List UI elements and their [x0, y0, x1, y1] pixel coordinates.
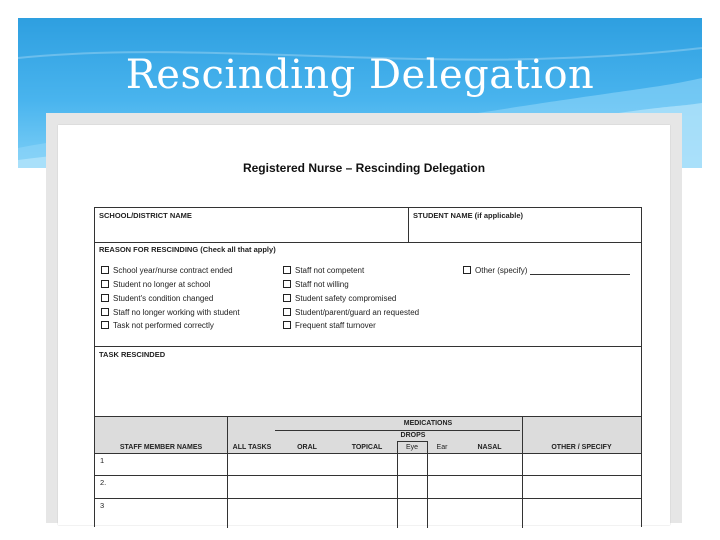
checkbox-icon: [283, 280, 291, 288]
other-specify-line[interactable]: [530, 266, 630, 275]
table-row: 2.: [100, 478, 107, 487]
form-document: [58, 125, 670, 525]
table-row: 3: [100, 501, 105, 510]
checkbox-icon: [101, 294, 109, 302]
reason-checkbox-other[interactable]: Other (specify): [463, 266, 630, 275]
school-district-label: SCHOOL/DISTRICT NAME: [99, 211, 192, 220]
reason-checkbox[interactable]: Staff not willing: [283, 280, 349, 289]
divider: [95, 453, 641, 454]
reason-checkbox[interactable]: Staff no longer working with student: [101, 308, 240, 317]
student-name-label: STUDENT NAME (if applicable): [413, 211, 524, 220]
divider: [427, 441, 428, 528]
checkbox-icon: [101, 321, 109, 329]
col-staff-names: STAFF MEMBER NAMES: [119, 444, 203, 451]
divider: [95, 346, 641, 347]
reason-checkbox[interactable]: Task not performed correctly: [101, 321, 214, 330]
col-oral: ORAL: [297, 444, 317, 451]
reason-checkbox[interactable]: Student no longer at school: [101, 280, 210, 289]
reason-label: REASON FOR RESCINDING (Check all that apply): [99, 245, 276, 254]
slide-title: Rescinding Delegation: [125, 52, 595, 98]
drops-header: DROPS: [400, 432, 426, 439]
checkbox-icon: [101, 308, 109, 316]
task-rescinded-label: TASK RESCINDED: [99, 350, 166, 359]
divider: [397, 441, 398, 528]
col-topical: TOPICAL: [351, 444, 383, 451]
checkbox-icon: [101, 266, 109, 274]
col-eye: Eye: [405, 444, 419, 451]
checkbox-icon: [463, 266, 471, 274]
reason-checkbox[interactable]: Frequent staff turnover: [283, 321, 376, 330]
table-row: 1: [100, 456, 105, 465]
col-other-specify: OTHER / SPECIFY: [551, 444, 612, 451]
document-title: Registered Nurse – Rescinding Delegation: [242, 161, 486, 175]
divider: [227, 417, 228, 528]
checkbox-icon: [283, 266, 291, 274]
divider: [397, 441, 427, 442]
delegation-form: [94, 207, 642, 527]
divider: [522, 417, 523, 528]
reason-checkbox[interactable]: School year/nurse contract ended: [101, 266, 233, 275]
checkbox-icon: [283, 294, 291, 302]
medications-header: MEDICATIONS: [403, 420, 453, 427]
checkbox-icon: [283, 321, 291, 329]
divider: [95, 242, 641, 243]
checkbox-icon: [283, 308, 291, 316]
reason-checkbox[interactable]: Staff not competent: [283, 266, 364, 275]
reason-checkbox[interactable]: Student safety compromised: [283, 294, 396, 303]
col-all-tasks: ALL TASKS: [232, 444, 272, 451]
col-nasal: NASAL: [477, 444, 502, 451]
reason-checkbox[interactable]: Student/parent/guard an requested: [283, 308, 419, 317]
divider: [95, 498, 641, 499]
divider: [275, 430, 520, 431]
divider: [408, 208, 409, 242]
divider: [95, 475, 641, 476]
checkbox-icon: [101, 280, 109, 288]
col-ear: Ear: [436, 444, 448, 451]
reason-checkbox[interactable]: Student's condition changed: [101, 294, 213, 303]
